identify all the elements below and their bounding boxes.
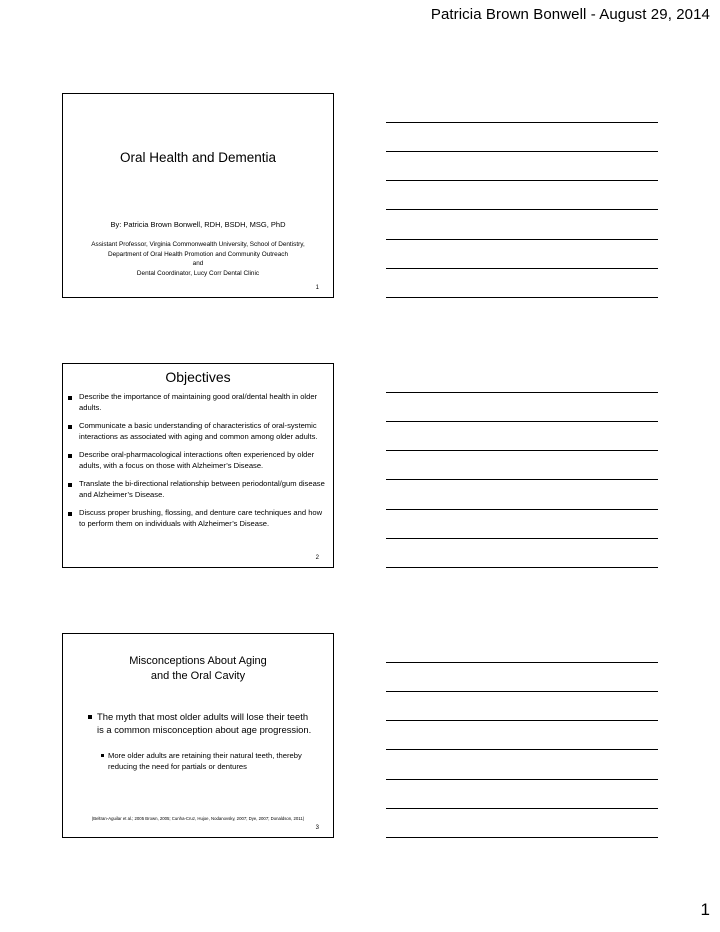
slide-1-byline: By: Patricia Brown Bonwell, RDH, BSDH, MSG, PhD: [110, 220, 286, 229]
objective-item: Translate the bi-directional relationship between periodontal/gum disease and Alzheimer’s Disease.: [79, 479, 325, 499]
slide-3-title: [63, 654, 333, 684]
affiliation-line: and: [192, 260, 204, 268]
note-line: [386, 180, 658, 181]
objective-item: Describe the importance of maintaining good oral/dental health in older adults.: [79, 392, 325, 413]
note-line: [386, 450, 658, 451]
note-line: [386, 268, 658, 269]
note-line: [386, 479, 658, 480]
slide-2-number: 2: [315, 555, 319, 561]
note-line: [386, 662, 658, 663]
objective-item: Describe oral-pharmacological interactions often experienced by older adults, with a focus on those with Alzheimer’s Disease.: [79, 450, 325, 471]
note-line: [386, 421, 658, 422]
note-line: [386, 392, 658, 393]
slide-1-number: 1: [315, 285, 319, 291]
affiliation-line: Dental Coordinator, Lucy Corr Dental Clinic: [136, 269, 260, 277]
slide-3-title-line: Misconceptions About Aging: [129, 655, 267, 667]
note-line: [386, 691, 658, 692]
note-line: [386, 749, 658, 750]
affiliation-line: Department of Oral Health Promotion and Community Outreach: [107, 250, 289, 258]
note-line: [386, 122, 658, 123]
note-line: [386, 808, 658, 809]
note-line: [386, 720, 658, 721]
page-header: Patricia Brown Bonwell - August 29, 2014: [430, 6, 710, 23]
note-line: [386, 509, 658, 510]
slide-3-citation: (Beltran-Aguilar et al.; 2005 Brown, 2005; Cunha-Cruz, Hujoe, Nodanovsky, 2007; Dye, 2007; Donaldson, 2011): [91, 816, 305, 821]
note-line: [386, 837, 658, 838]
slide-3: [62, 633, 334, 838]
objective-item: Communicate a basic understanding of characteristics of oral-systemic interactions as associated with aging and common among older adults.: [79, 421, 325, 442]
slide-1-title: Oral Health and Dementia: [119, 150, 277, 165]
affiliation-line: Assistant Professor, Virginia Commonwealth University, School of Dentistry,: [91, 241, 305, 248]
slide-3-number: 3: [315, 825, 319, 831]
note-line: [386, 209, 658, 210]
slide-2: [62, 363, 334, 568]
objective-item: Discuss proper brushing, flossing, and denture care techniques and how to perform them on individuals with Alzheimer’s Disease.: [79, 508, 325, 529]
objectives-list: [63, 392, 333, 537]
slide-3-sub-bullet: More older adults are retaining their natural teeth, thereby reducing the need for partials or dentures: [108, 750, 315, 772]
slide-3-bullet: The myth that most older adults will lose their teeth is a common misconception about age progression.: [97, 710, 315, 736]
page-number: 1: [700, 900, 710, 919]
note-line: [386, 239, 658, 240]
slide-1-affiliation: [63, 240, 333, 278]
note-line: [386, 151, 658, 152]
slide-1: [62, 93, 334, 298]
note-line: [386, 779, 658, 780]
note-line: [386, 538, 658, 539]
slide-2-title: Objectives: [165, 369, 231, 385]
note-line: [386, 297, 658, 298]
slide-3-title-line: and the Oral Cavity: [150, 670, 246, 682]
note-line: [386, 567, 658, 568]
